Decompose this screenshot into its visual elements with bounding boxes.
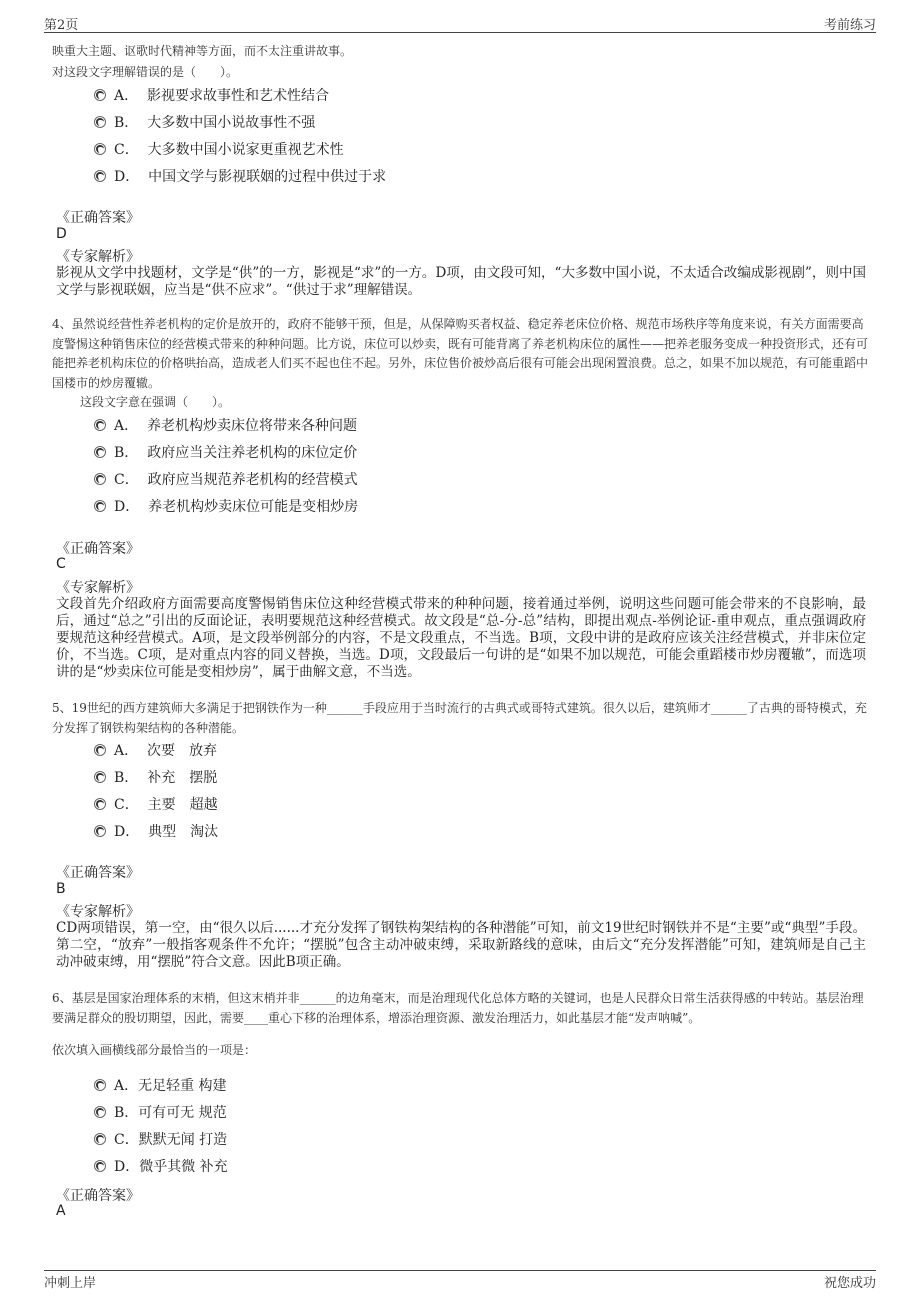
radio-icon[interactable] xyxy=(94,143,106,155)
q4-analysis-label: 《专家解析》 xyxy=(56,580,140,596)
q3-stem: 对这段文字理解错误的是（ ）。 xyxy=(52,65,239,79)
q3-analysis: 影视从文学中找题材，文学是“供”的一方，影视是“求”的一方。D项，由文段可知，“大多数中国小说，不太适合改编成影视剧”，则中国文学与影视联姻，应当是“供不应求”。“供过于求”理解错误。 xyxy=(56,265,866,298)
radio-icon[interactable] xyxy=(94,798,106,810)
option-label: D． 中国文学与影视联姻的过程中供过于求 xyxy=(114,169,387,185)
option-label: C． 主要 超越 xyxy=(114,797,218,813)
option-label: D．微乎其微 补充 xyxy=(114,1159,228,1175)
q4-stem: 这段文字意在强调（ ）。 xyxy=(80,395,231,409)
page-header xyxy=(44,14,876,32)
page-number: 第2页 xyxy=(44,18,79,33)
option-label: C．默默无闻 打造 xyxy=(114,1132,228,1148)
footer-right-text: 祝您成功 xyxy=(823,1276,876,1291)
q5-analysis: CD两项错误，第一空，由“很久以后......才充分发挥了钢铁构架结构的各种潜能”可知，前文19世纪时钢铁并不是“主要”或“典型”手段。第二空，“放弃”一般指客观条件不允许；“摆脱”包含主动冲破束缚，采取新路线的意味，由后文“充分发挥潜能”可知，建筑师是自己主动冲破束缚，用“摆脱”符合文意。因此B项正确。 xyxy=(56,920,866,970)
q3-answer-label: 《正确答案》 xyxy=(56,210,140,226)
q4-analysis: 文段首先介绍政府方面需要高度警惕销售床位这种经营模式带来的种种问题，接着通过举例，说明这些问题可能会带来的不良影响，最后，通过“总之”引出的反面论证，表明要规范这种经营模式。故文段是“总-分-总”结构，即提出观点-举例论证-重申观点，重点强调政府要规范这种经营模式。A项，是文段举例部分的内容，不是文段重点，不当选。B项，文段中讲的是政府应该关注经营模式，并非床位定价，不当选。C项，是对重点内容的同义替换，当选。D项，文段最后一句讲的是“如果不加以规范，可能会重蹈楼市炒房覆辙”，而选项讲的是“炒卖床位可能是变相炒房”，属于曲解文意，不当选。 xyxy=(56,596,866,680)
option-label: A． 影视要求故事性和艺术性结合 xyxy=(114,88,330,104)
q3-analysis-label: 《专家解析》 xyxy=(56,249,140,265)
header-divider xyxy=(44,32,876,33)
q4-text: 4、虽然说经营性养老机构的定价是放开的，政府不能够干预，但是，从保障购买者权益、稳定养老床位价格、规范市场秩序等角度来说，有关方面需要高度警惕这种销售床位的经营模式带来的种种问题。比方说，床位可以炒卖，既有可能背离了养老机构床位的属性——把养老服务变成一种投资形式，还有可能把养老机构床位的价格哄抬高，造成老人们买不起也住不起。另外，床位售价被炒高后很有可能会出现闲置浪费。总之，如果不加以规范，有可能重蹈中国楼市的炒房覆辙。 xyxy=(52,317,869,390)
option-label: B． 补充 摆脱 xyxy=(114,770,218,786)
q5-analysis-label: 《专家解析》 xyxy=(56,904,140,920)
header-title: 考前练习 xyxy=(823,18,876,33)
q4-answer-label: 《正确答案》 xyxy=(56,541,140,557)
radio-icon[interactable] xyxy=(94,419,106,431)
radio-icon[interactable] xyxy=(94,1079,106,1091)
option-label: A． 养老机构炒卖床位将带来各种问题 xyxy=(114,418,358,434)
radio-icon[interactable] xyxy=(94,89,106,101)
option-label: C． 政府应当规范养老机构的经营模式 xyxy=(114,472,358,488)
q6-answer: A xyxy=(56,1203,66,1219)
q6-stem: 依次填入画横线部分最恰当的一项是： xyxy=(52,1043,257,1057)
radio-icon[interactable] xyxy=(94,825,106,837)
radio-icon[interactable] xyxy=(94,1106,106,1118)
radio-icon[interactable] xyxy=(94,446,106,458)
option-label: D． 养老机构炒卖床位可能是变相炒房 xyxy=(114,499,359,515)
q5-answer: B xyxy=(56,881,66,897)
footer-left-text: 冲刺上岸 xyxy=(44,1276,97,1291)
q5-text: 5、19世纪的西方建筑师大多满足于把钢铁作为一种______手段应用于当时流行的古典式或哥特式建筑。很久以后，建筑师才______了古典的哥特模式，充分发挥了钢铁构架结构的各种潜能。 xyxy=(52,701,867,735)
q5-answer-label: 《正确答案》 xyxy=(56,865,140,881)
option-label: B． 大多数中国小说故事性不强 xyxy=(114,115,316,131)
q4-answer: C xyxy=(56,556,66,572)
q6-text: 6、基层是国家治理体系的末梢，但这末梢并非______的边角毫末，而是治理现代化总体方略的关键词，也是人民群众日常生活获得感的中转站。基层治理要满足群众的殷切期望，因此，需要____重心下移的治理体系，增添治理资源、激发治理活力，如此基层才能“发声呐喊”。 xyxy=(52,991,864,1025)
q3-answer: D xyxy=(56,226,67,242)
option-label: B．可有可无 规范 xyxy=(114,1105,227,1121)
page-footer xyxy=(44,1272,876,1290)
radio-icon[interactable] xyxy=(94,744,106,756)
radio-icon[interactable] xyxy=(94,170,106,182)
radio-icon[interactable] xyxy=(94,1160,106,1172)
option-label: B． 政府应当关注养老机构的床位定价 xyxy=(114,445,358,461)
q6-answer-label: 《正确答案》 xyxy=(56,1188,140,1204)
option-label: C． 大多数中国小说家更重视艺术性 xyxy=(114,142,344,158)
radio-icon[interactable] xyxy=(94,473,106,485)
radio-icon[interactable] xyxy=(94,116,106,128)
option-label: D． 典型 淘汰 xyxy=(114,824,219,840)
footer-divider xyxy=(44,1270,876,1271)
radio-icon[interactable] xyxy=(94,500,106,512)
option-label: A． 次要 放弃 xyxy=(114,743,218,759)
q3-tail: 映重大主题、讴歌时代精神等方面，而不太注重讲故事。 xyxy=(52,44,353,58)
radio-icon[interactable] xyxy=(94,771,106,783)
radio-icon[interactable] xyxy=(94,1133,106,1145)
option-label: A．无足轻重 构建 xyxy=(114,1078,227,1094)
